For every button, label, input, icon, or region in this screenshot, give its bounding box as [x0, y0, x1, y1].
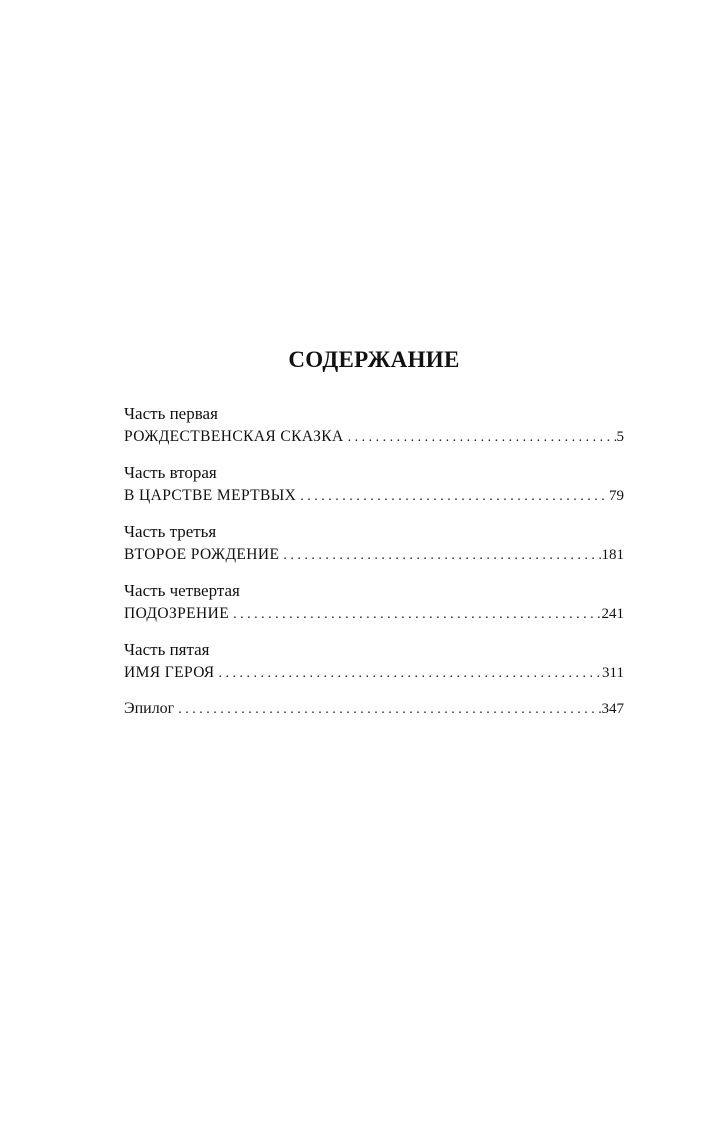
part-label: Часть пятая — [124, 640, 210, 659]
table-of-contents — [124, 340, 624, 721]
page-title: СОДЕРЖАНИЕ — [288, 347, 460, 372]
toc-part-5 — [124, 638, 624, 685]
page-number: 241 — [601, 606, 624, 622]
part-label: Часть первая — [124, 404, 218, 423]
dot-leader — [296, 485, 609, 508]
page-number: 181 — [601, 547, 624, 563]
part-label: Часть вторая — [124, 463, 217, 482]
entry-title: ИМЯ ГЕРОЯ — [124, 664, 215, 681]
part-label: Часть четвертая — [124, 581, 240, 600]
dot-leader — [279, 544, 601, 567]
page-number: 311 — [602, 665, 624, 681]
entry-title: В ЦАРСТВЕ МЕРТВЫХ — [124, 487, 297, 504]
toc-part-3 — [124, 520, 624, 567]
toc-entry — [124, 425, 624, 449]
dot-leader — [174, 698, 601, 721]
toc-part-4 — [124, 579, 624, 626]
page-number: 347 — [601, 701, 624, 717]
entry-title: Эпилог — [124, 700, 175, 717]
page-number: 79 — [609, 488, 624, 504]
dot-leader — [344, 426, 617, 449]
entry-title: РОЖДЕСТВЕНСКАЯ СКАЗКА — [124, 428, 344, 445]
page-number: 5 — [616, 429, 624, 445]
entry-title: ПОДОЗРЕНИЕ — [124, 605, 230, 622]
toc-entry — [124, 484, 624, 508]
dot-leader — [229, 603, 601, 626]
toc-part-1 — [124, 402, 624, 449]
toc-entry — [124, 602, 624, 626]
toc-entry — [124, 661, 624, 685]
dot-leader — [214, 662, 602, 685]
toc-entry — [124, 543, 624, 567]
toc-part-2 — [124, 461, 624, 508]
part-label: Часть третья — [124, 522, 217, 541]
toc-entry-epilogue — [124, 697, 624, 721]
entry-title: ВТОРОЕ РОЖДЕНИЕ — [124, 546, 280, 563]
